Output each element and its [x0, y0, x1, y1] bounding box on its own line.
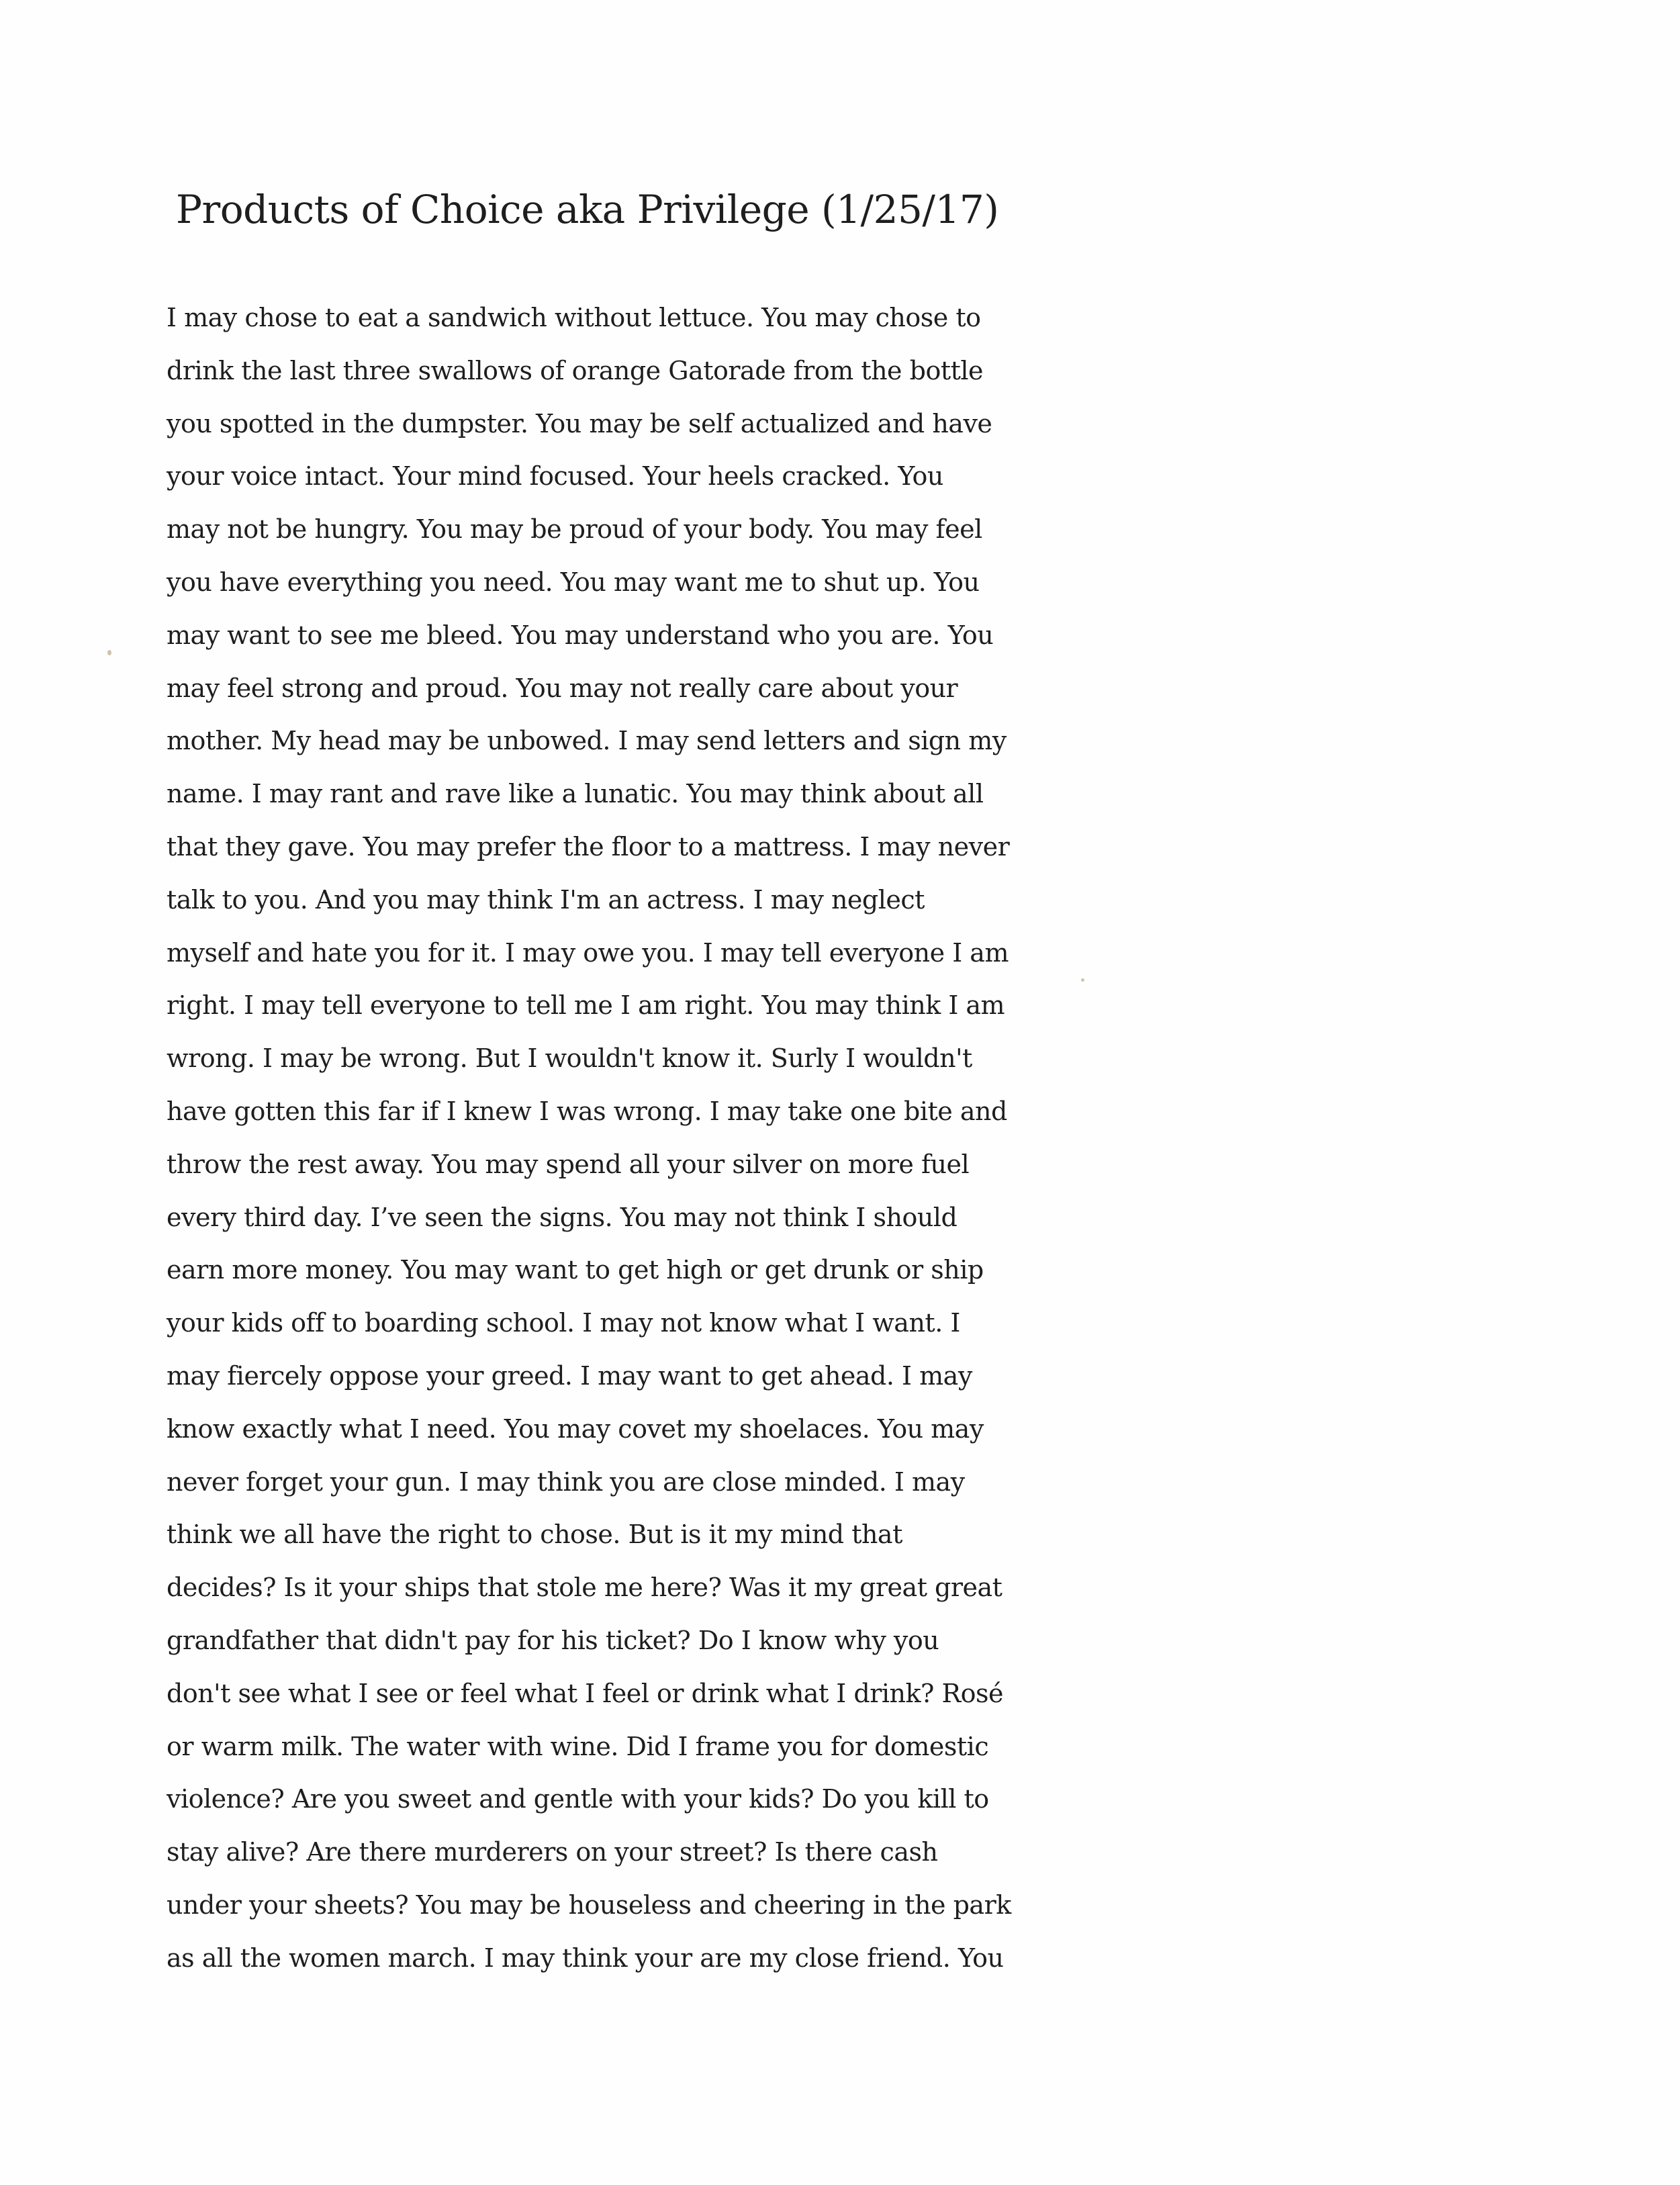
- body-line: under your sheets? You may be houseless and cheering in the park: [167, 1890, 1011, 1920]
- body-line: may want to see me bleed. You may understand who you are. You: [167, 620, 994, 650]
- body-line: throw the rest away. You may spend all your silver on more fuel: [167, 1149, 970, 1179]
- body-line: think we all have the right to chose. But is it my mind that: [167, 1520, 902, 1550]
- body-line: talk to you. And you may think I'm an actress. I may neglect: [167, 884, 925, 915]
- body-line: earn more money. You may want to get high or get drunk or ship: [167, 1255, 984, 1285]
- body-line: violence? Are you sweet and gentle with your kids? Do you kill to: [167, 1784, 989, 1814]
- body-line: have gotten this far if I knew I was wrong. I may take one bite and: [167, 1096, 1007, 1126]
- body-line: name. I may rant and rave like a lunatic. You may think about all: [167, 779, 984, 809]
- body-line: your voice intact. Your mind focused. Your heels cracked. You: [167, 461, 943, 492]
- body-line: may fiercely oppose your greed. I may want to get ahead. I may: [167, 1360, 972, 1391]
- body-line: that they gave. You may prefer the floor to a mattress. I may never: [167, 831, 1010, 862]
- body-line: I may chose to eat a sandwich without lettuce. You may chose to: [167, 303, 981, 332]
- body-line: never forget your gun. I may think you are close minded. I may: [167, 1467, 965, 1497]
- body-line: may not be hungry. You may be proud of your body. You may feel: [167, 514, 982, 545]
- body-line: grandfather that didn't pay for his ticket? Do I know why you: [167, 1625, 939, 1655]
- paper-speck: [107, 650, 111, 655]
- poem-body: [167, 291, 1664, 1985]
- body-line: you spotted in the dumpster. You may be self actualized and have: [167, 408, 992, 438]
- body-line: myself and hate you for it. I may owe you. I may tell everyone I am: [167, 937, 1009, 968]
- page-title: Products of Choice aka Privilege (1/25/17): [176, 187, 999, 232]
- body-line: decides? Is it your ships that stole me here? Was it my great great: [167, 1573, 1002, 1603]
- body-line: you have everything you need. You may want me to shut up. You: [167, 567, 980, 597]
- body-line: right. I may tell everyone to tell me I am right. You may think I am: [167, 990, 1005, 1021]
- body-line: may feel strong and proud. You may not really care about your: [167, 673, 958, 703]
- body-line: your kids off to boarding school. I may not know what I want. I: [167, 1308, 960, 1338]
- paper-speck: [1081, 978, 1084, 982]
- body-line: or warm milk. The water with wine. Did I frame you for domestic: [167, 1731, 989, 1761]
- body-line: drink the last three swallows of orange Gatorade from the bottle: [167, 355, 984, 385]
- body-line: as all the women march. I may think your are my close friend. You: [167, 1943, 1004, 1973]
- body-line: don't see what I see or feel what I feel or drink what I drink? Rosé: [167, 1678, 1003, 1708]
- body-line: know exactly what I need. You may covet my shoelaces. You may: [167, 1413, 984, 1444]
- body-line: every third day. I’ve seen the signs. You may not think I should: [167, 1202, 958, 1232]
- body-line: wrong. I may be wrong. But I wouldn't know it. Surly I wouldn't: [167, 1043, 972, 1074]
- body-line: mother. My head may be unbowed. I may send letters and sign my: [167, 726, 1007, 756]
- body-line: stay alive? Are there murderers on your street? Is there cash: [167, 1837, 938, 1867]
